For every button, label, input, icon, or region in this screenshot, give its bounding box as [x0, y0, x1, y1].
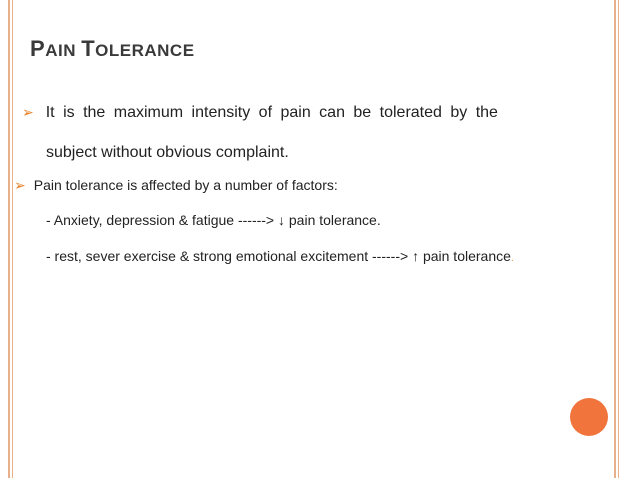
arrow-down-icon: ↓ — [278, 212, 285, 228]
factor1-result: pain tolerance. — [288, 212, 381, 228]
bullet-point-1 — [22, 104, 498, 122]
bullet-point-2 — [14, 177, 338, 194]
arrow-bullet-icon: ➢ — [14, 177, 26, 193]
factor2-result: pain tolerance — [422, 248, 511, 264]
point1-continuation: subject without obvious complaint. — [46, 144, 289, 161]
left-border-line-thin — [12, 0, 13, 478]
factor2-text: - rest, sever exercise & strong emotional excitement ------> — [46, 248, 409, 264]
right-border-line-thin — [618, 0, 619, 478]
factor-line-2 — [46, 248, 514, 264]
right-border-line — [614, 0, 616, 478]
factor1-text: - Anxiety, depression & fatigue ------> — [46, 212, 275, 228]
title-cap-p: P — [30, 36, 46, 61]
title-part-1: AIN — [45, 41, 82, 60]
left-border-line — [8, 0, 10, 478]
arrow-bullet-icon: ➢ — [22, 104, 34, 120]
slide-title — [30, 36, 195, 62]
point1-text-line1: It is the maximum intensity of pain can be tolerated by the — [45, 104, 498, 121]
factor-line-1 — [46, 212, 381, 228]
trailing-period: . — [510, 253, 514, 264]
title-part-2: OLERANCE — [95, 41, 195, 60]
point2-text: Pain tolerance is affected by a number of factors: — [33, 177, 338, 193]
arrow-up-icon: ↑ — [412, 248, 420, 264]
decorative-circle — [570, 398, 608, 436]
title-cap-t: T — [81, 36, 96, 61]
